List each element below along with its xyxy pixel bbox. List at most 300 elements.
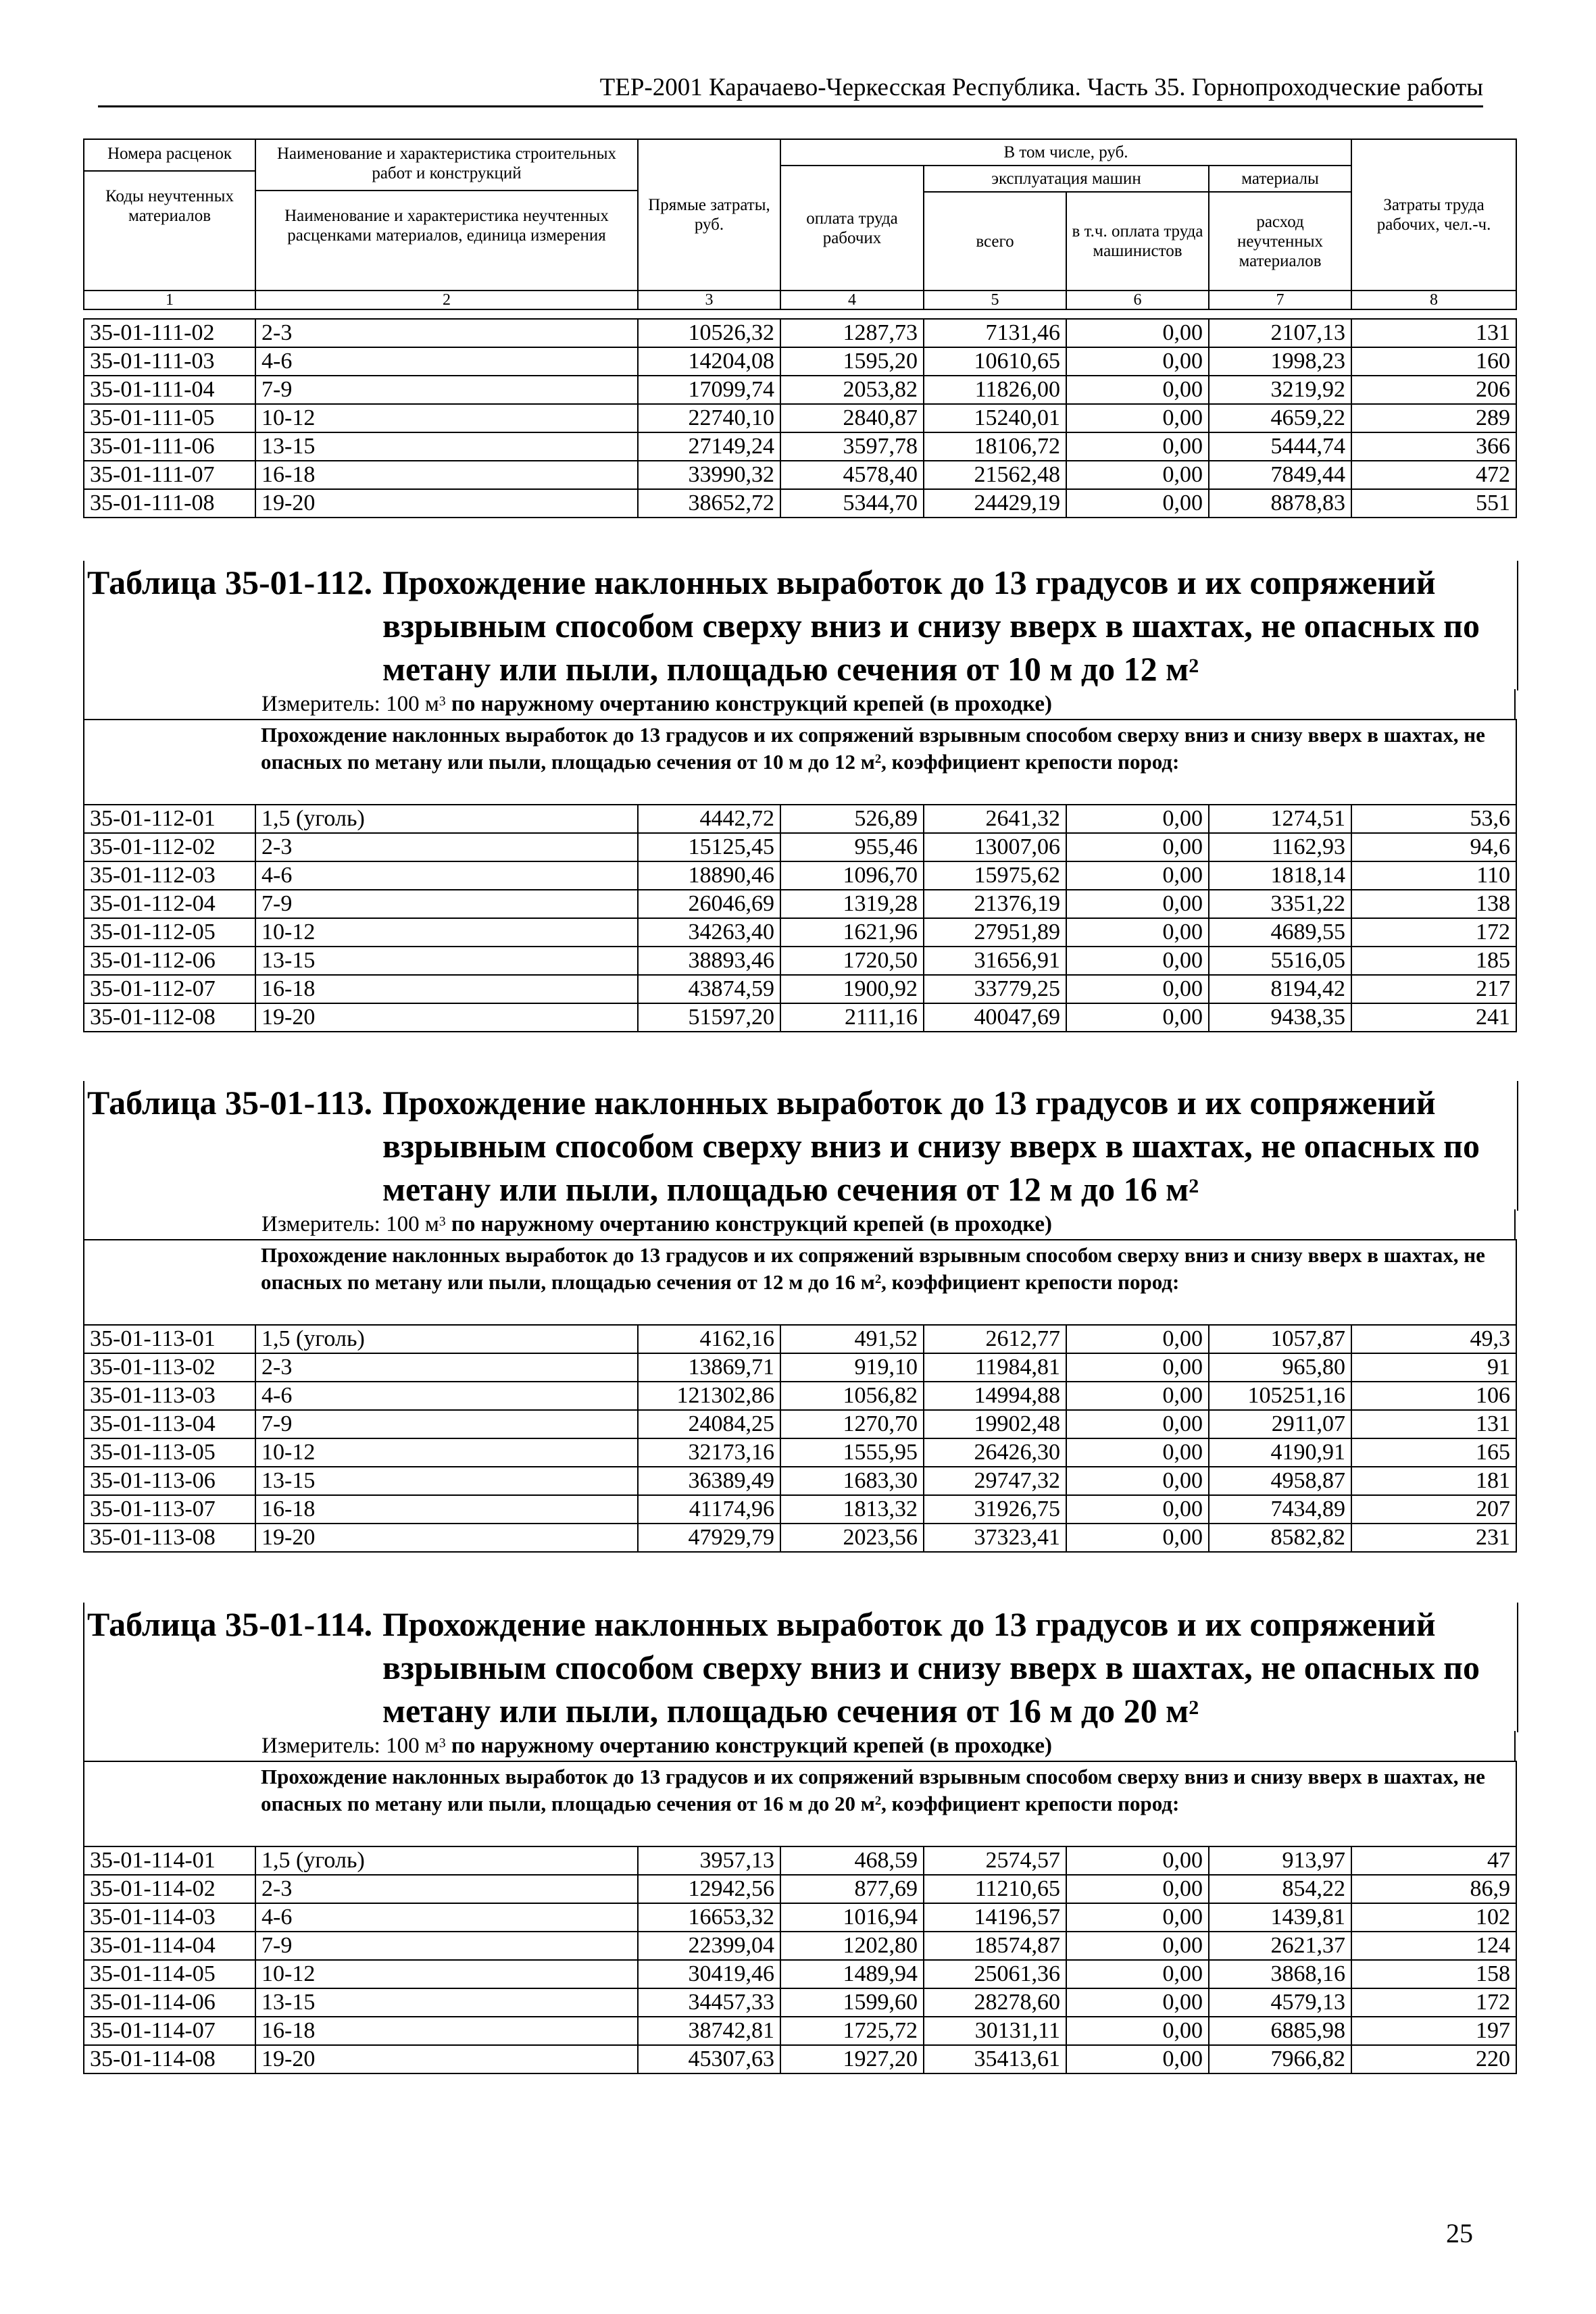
- title-superscript: 2: [1189, 1696, 1199, 1719]
- work-name-cell: 7-9: [255, 890, 638, 918]
- machinist-pay-cell: 0,00: [1066, 1438, 1209, 1467]
- col-num: 3: [638, 291, 780, 309]
- machinist-pay-cell: 0,00: [1066, 805, 1209, 833]
- direct-costs-cell: 43874,59: [638, 975, 780, 1003]
- materials-cell: 2911,07: [1209, 1410, 1351, 1438]
- direct-costs-cell: 14204,08: [638, 347, 780, 376]
- table-row: [84, 1382, 1516, 1410]
- labor-pay-cell: 877,69: [780, 1875, 924, 1903]
- table-row: [84, 404, 1516, 432]
- table-row: [84, 1988, 1516, 2017]
- labor-hours-cell: 289: [1351, 404, 1516, 432]
- col-head-vsego: всего: [924, 192, 1066, 291]
- materials-cell: 4958,87: [1209, 1467, 1351, 1495]
- machinist-pay-cell: 0,00: [1066, 319, 1209, 347]
- title-line: метану или пыли, площадью сечения от 10 м до 12 м: [382, 650, 1189, 688]
- col-num: 2: [255, 291, 638, 309]
- materials-cell: 1998,23: [1209, 347, 1351, 376]
- title-line: Прохождение наклонных выработок до 13 градусов и их сопряжений: [382, 1605, 1436, 1643]
- materials-cell: 7966,82: [1209, 2045, 1351, 2073]
- desc-superscript: 2: [874, 752, 882, 766]
- work-name-cell: 13-15: [255, 432, 638, 461]
- labor-pay-cell: 1555,95: [780, 1438, 924, 1467]
- col-head-ekspl: эксплуатация машин: [924, 166, 1209, 192]
- measurer-112: [83, 689, 1516, 719]
- machine-total-cell: 11826,00: [924, 376, 1066, 404]
- table-row: [84, 1524, 1516, 1552]
- machinist-pay-cell: 0,00: [1066, 1410, 1209, 1438]
- direct-costs-cell: 41174,96: [638, 1495, 780, 1524]
- materials-cell: 7849,44: [1209, 461, 1351, 489]
- machine-total-cell: 24429,19: [924, 489, 1066, 518]
- table-35-01-112: [83, 719, 1517, 1032]
- materials-cell: 8582,82: [1209, 1524, 1351, 1552]
- materials-cell: 3219,92: [1209, 376, 1351, 404]
- labor-pay-cell: 955,46: [780, 833, 924, 861]
- col-head-nomera: [84, 139, 255, 291]
- direct-costs-cell: 34457,33: [638, 1988, 780, 2017]
- measurer-text: Измеритель: 100 м: [261, 1734, 439, 1758]
- section-description: [255, 720, 1516, 805]
- rate-code-cell: 35-01-113-08: [84, 1524, 255, 1552]
- rate-code-cell: 35-01-111-02: [84, 319, 255, 347]
- direct-costs-cell: 27149,24: [638, 432, 780, 461]
- section-description: [255, 1240, 1516, 1325]
- direct-costs-cell: 15125,45: [638, 833, 780, 861]
- direct-costs-cell: 38742,81: [638, 2017, 780, 2045]
- labor-pay-cell: 1319,28: [780, 890, 924, 918]
- machinist-pay-cell: 0,00: [1066, 1960, 1209, 1988]
- work-name-cell: 1,5 (уголь): [255, 1325, 638, 1353]
- measurer-text: Измеритель: 100 м: [261, 692, 439, 716]
- rate-code-cell: 35-01-114-08: [84, 2045, 255, 2073]
- rate-code-cell: 35-01-114-02: [84, 1875, 255, 1903]
- labor-pay-cell: 5344,70: [780, 489, 924, 518]
- labor-pay-cell: 1725,72: [780, 2017, 924, 2045]
- rate-code-cell: 35-01-113-02: [84, 1353, 255, 1382]
- table-row: [84, 347, 1516, 376]
- machinist-pay-cell: 0,00: [1066, 1325, 1209, 1353]
- table-row: [84, 861, 1516, 890]
- rate-code-cell: 35-01-114-06: [84, 1988, 255, 2017]
- work-name-cell: 16-18: [255, 461, 638, 489]
- work-name-cell: 7-9: [255, 1410, 638, 1438]
- title-line: Прохождение наклонных выработок до 13 градусов и их сопряжений: [382, 1084, 1436, 1122]
- table-row: [84, 489, 1516, 518]
- work-name-cell: 1,5 (уголь): [255, 1846, 638, 1875]
- measurer-text: Измеритель: 100 м: [261, 1212, 439, 1236]
- labor-pay-cell: 1016,94: [780, 1903, 924, 1932]
- direct-costs-cell: 30419,46: [638, 1960, 780, 1988]
- direct-costs-cell: 34263,40: [638, 918, 780, 947]
- labor-pay-cell: 1595,20: [780, 347, 924, 376]
- labor-hours-cell: 220: [1351, 2045, 1516, 2073]
- work-name-cell: 19-20: [255, 2045, 638, 2073]
- col-head-nomera-text: Номера расценок: [107, 145, 232, 163]
- machine-total-cell: 18106,72: [924, 432, 1066, 461]
- machine-total-cell: 2641,32: [924, 805, 1066, 833]
- table-row: [84, 1003, 1516, 1032]
- measurer-desc: по наружному очертанию конструкций крепей (в проходке): [445, 1212, 1053, 1236]
- title-prefix: Таблица 35-01-113.: [87, 1084, 373, 1122]
- labor-pay-cell: 2053,82: [780, 376, 924, 404]
- section-title-114: [83, 1603, 1518, 1732]
- col-num: 6: [1066, 291, 1209, 309]
- title-prefix: Таблица 35-01-114.: [87, 1605, 373, 1643]
- rate-code-cell: 35-01-114-03: [84, 1903, 255, 1932]
- materials-cell: 1439,81: [1209, 1903, 1351, 1932]
- work-name-cell: 13-15: [255, 947, 638, 975]
- direct-costs-cell: 24084,25: [638, 1410, 780, 1438]
- machinist-pay-cell: 0,00: [1066, 404, 1209, 432]
- measurer-desc: по наружному очертанию конструкций крепей (в проходке): [445, 1734, 1053, 1758]
- labor-pay-cell: 2840,87: [780, 404, 924, 432]
- machine-total-cell: 28278,60: [924, 1988, 1066, 2017]
- desc-superscript: 2: [874, 1272, 882, 1286]
- title-line: взрывным способом сверху вниз и снизу вверх в шахтах, не опасных по: [382, 607, 1480, 645]
- table-row: [84, 1410, 1516, 1438]
- materials-cell: 4689,55: [1209, 918, 1351, 947]
- materials-cell: 1274,51: [1209, 805, 1351, 833]
- table-row: [84, 833, 1516, 861]
- table-row: [84, 1903, 1516, 1932]
- machine-total-cell: 14994,88: [924, 1382, 1066, 1410]
- machine-total-cell: 30131,11: [924, 2017, 1066, 2045]
- labor-hours-cell: 165: [1351, 1438, 1516, 1467]
- materials-cell: 854,22: [1209, 1875, 1351, 1903]
- machinist-pay-cell: 0,00: [1066, 1988, 1209, 2017]
- machinist-pay-cell: 0,00: [1066, 1903, 1209, 1932]
- col-head-rashod: расход неучтенных материалов: [1209, 192, 1351, 291]
- materials-cell: 105251,16: [1209, 1382, 1351, 1410]
- machine-total-cell: 2612,77: [924, 1325, 1066, 1353]
- materials-cell: 3868,16: [1209, 1960, 1351, 1988]
- machinist-pay-cell: 0,00: [1066, 1846, 1209, 1875]
- labor-pay-cell: 919,10: [780, 1353, 924, 1382]
- section-title-112: [83, 561, 1518, 690]
- work-name-cell: 10-12: [255, 404, 638, 432]
- labor-hours-cell: 197: [1351, 2017, 1516, 2045]
- labor-hours-cell: 472: [1351, 461, 1516, 489]
- desc-superscript: 2: [874, 1794, 882, 1808]
- col-num: 4: [780, 291, 924, 309]
- machinist-pay-cell: 0,00: [1066, 2017, 1209, 2045]
- measurer-superscript: 3: [439, 1736, 446, 1751]
- rate-code-cell: 35-01-111-06: [84, 432, 255, 461]
- rate-code-cell: 35-01-113-03: [84, 1382, 255, 1410]
- rate-code-cell: 35-01-114-05: [84, 1960, 255, 1988]
- labor-hours-cell: 138: [1351, 890, 1516, 918]
- machine-total-cell: 7131,46: [924, 319, 1066, 347]
- materials-cell: 3351,22: [1209, 890, 1351, 918]
- materials-cell: 8878,83: [1209, 489, 1351, 518]
- materials-cell: 1162,93: [1209, 833, 1351, 861]
- measurer-113: [83, 1209, 1516, 1239]
- machinist-pay-cell: 0,00: [1066, 461, 1209, 489]
- direct-costs-cell: 16653,32: [638, 1903, 780, 1932]
- labor-pay-cell: 491,52: [780, 1325, 924, 1353]
- labor-hours-cell: 172: [1351, 1988, 1516, 2017]
- work-name-cell: 2-3: [255, 1353, 638, 1382]
- work-name-cell: 16-18: [255, 2017, 638, 2045]
- work-name-cell: 13-15: [255, 1467, 638, 1495]
- title-line: метану или пыли, площадью сечения от 12 м до 16 м: [382, 1170, 1189, 1208]
- materials-cell: 2107,13: [1209, 319, 1351, 347]
- materials-cell: 9438,35: [1209, 1003, 1351, 1032]
- table-row: [84, 1960, 1516, 1988]
- labor-hours-cell: 231: [1351, 1524, 1516, 1552]
- rate-code-cell: 35-01-114-01: [84, 1846, 255, 1875]
- labor-hours-cell: 86,9: [1351, 1875, 1516, 1903]
- title-prefix: Таблица 35-01-112.: [87, 563, 373, 601]
- materials-cell: 5444,74: [1209, 432, 1351, 461]
- table-row: [84, 918, 1516, 947]
- title-line: взрывным способом сверху вниз и снизу вверх в шахтах, не опасных по: [382, 1649, 1480, 1686]
- direct-costs-cell: 4162,16: [638, 1325, 780, 1353]
- rate-code-cell: 35-01-112-03: [84, 861, 255, 890]
- labor-pay-cell: 1927,20: [780, 2045, 924, 2073]
- labor-pay-cell: 1287,73: [780, 319, 924, 347]
- labor-pay-cell: 2023,56: [780, 1524, 924, 1552]
- work-name-cell: 4-6: [255, 861, 638, 890]
- table-35-01-114: [83, 1761, 1517, 2074]
- labor-hours-cell: 106: [1351, 1382, 1516, 1410]
- title-line: метану или пыли, площадью сечения от 16 м до 20 м: [382, 1692, 1189, 1730]
- labor-pay-cell: 468,59: [780, 1846, 924, 1875]
- machine-total-cell: 29747,32: [924, 1467, 1066, 1495]
- labor-pay-cell: 1056,82: [780, 1382, 924, 1410]
- col-head-zatraty: Затраты труда рабочих, чел.-ч.: [1351, 139, 1516, 291]
- table-row: [84, 947, 1516, 975]
- desc-text-end: , коэффициент крепости пород:: [881, 1270, 1180, 1294]
- direct-costs-cell: 26046,69: [638, 890, 780, 918]
- machinist-pay-cell: 0,00: [1066, 432, 1209, 461]
- materials-cell: 8194,42: [1209, 975, 1351, 1003]
- table-row: [84, 432, 1516, 461]
- materials-cell: 7434,89: [1209, 1495, 1351, 1524]
- table-row: [84, 1846, 1516, 1875]
- materials-cell: 913,97: [1209, 1846, 1351, 1875]
- labor-hours-cell: 172: [1351, 918, 1516, 947]
- measurer-desc: по наружному очертанию конструкций крепей (в проходке): [445, 692, 1053, 716]
- machinist-pay-cell: 0,00: [1066, 1524, 1209, 1552]
- rate-code-cell: 35-01-112-06: [84, 947, 255, 975]
- machinist-pay-cell: 0,00: [1066, 489, 1209, 518]
- work-name-cell: 16-18: [255, 975, 638, 1003]
- materials-cell: 2621,37: [1209, 1932, 1351, 1960]
- title-superscript: 2: [1189, 1175, 1199, 1197]
- col-num: 5: [924, 291, 1066, 309]
- direct-costs-cell: 3957,13: [638, 1846, 780, 1875]
- labor-pay-cell: 1096,70: [780, 861, 924, 890]
- machine-total-cell: 31926,75: [924, 1495, 1066, 1524]
- machinist-pay-cell: 0,00: [1066, 347, 1209, 376]
- title-line: Прохождение наклонных выработок до 13 градусов и их сопряжений: [382, 563, 1436, 601]
- table-row: [84, 2045, 1516, 2073]
- labor-hours-cell: 131: [1351, 1410, 1516, 1438]
- direct-costs-cell: 18890,46: [638, 861, 780, 890]
- direct-costs-cell: 17099,74: [638, 376, 780, 404]
- direct-costs-cell: 13869,71: [638, 1353, 780, 1382]
- machinist-pay-cell: 0,00: [1066, 1382, 1209, 1410]
- direct-costs-cell: 121302,86: [638, 1382, 780, 1410]
- work-name-cell: 13-15: [255, 1988, 638, 2017]
- labor-hours-cell: 47: [1351, 1846, 1516, 1875]
- labor-pay-cell: 1621,96: [780, 918, 924, 947]
- rate-code-cell: 35-01-111-03: [84, 347, 255, 376]
- machinist-pay-cell: 0,00: [1066, 833, 1209, 861]
- labor-hours-cell: 110: [1351, 861, 1516, 890]
- labor-hours-cell: 53,6: [1351, 805, 1516, 833]
- rate-code-cell: 35-01-113-04: [84, 1410, 255, 1438]
- machinist-pay-cell: 0,00: [1066, 975, 1209, 1003]
- direct-costs-cell: 22399,04: [638, 1932, 780, 1960]
- col-head-vtom: В том числе, руб.: [780, 139, 1351, 166]
- table-row: [84, 805, 1516, 833]
- col-head-naim: [255, 139, 638, 291]
- section-description: [255, 1761, 1516, 1846]
- direct-costs-cell: 38893,46: [638, 947, 780, 975]
- work-name-cell: 16-18: [255, 1495, 638, 1524]
- labor-pay-cell: 1489,94: [780, 1960, 924, 1988]
- column-header-table: [83, 139, 1517, 310]
- machine-total-cell: 11984,81: [924, 1353, 1066, 1382]
- machine-total-cell: 40047,69: [924, 1003, 1066, 1032]
- direct-costs-cell: 4442,72: [638, 805, 780, 833]
- title-superscript: 2: [1189, 655, 1199, 677]
- materials-cell: 1818,14: [1209, 861, 1351, 890]
- table-row: [84, 1438, 1516, 1467]
- labor-hours-cell: 185: [1351, 947, 1516, 975]
- direct-costs-cell: 51597,20: [638, 1003, 780, 1032]
- rate-code-cell: 35-01-112-01: [84, 805, 255, 833]
- col-head-naim1-text: Наименование и характеристика строительных работ и конструкций: [276, 145, 616, 182]
- table-row: [84, 376, 1516, 404]
- work-name-cell: 2-3: [255, 833, 638, 861]
- direct-costs-cell: 45307,63: [638, 2045, 780, 2073]
- direct-costs-cell: 36389,49: [638, 1467, 780, 1495]
- labor-hours-cell: 158: [1351, 1960, 1516, 1988]
- direct-costs-cell: 33990,32: [638, 461, 780, 489]
- labor-pay-cell: 1720,50: [780, 947, 924, 975]
- direct-costs-cell: 12942,56: [638, 1875, 780, 1903]
- labor-pay-cell: 4578,40: [780, 461, 924, 489]
- table-row: [84, 1325, 1516, 1353]
- machinist-pay-cell: 0,00: [1066, 1467, 1209, 1495]
- machinist-pay-cell: 0,00: [1066, 918, 1209, 947]
- labor-hours-cell: 207: [1351, 1495, 1516, 1524]
- rate-code-cell: 35-01-112-02: [84, 833, 255, 861]
- labor-hours-cell: 217: [1351, 975, 1516, 1003]
- measurer-superscript: 3: [439, 1214, 446, 1229]
- table-row: [84, 890, 1516, 918]
- labor-hours-cell: 49,3: [1351, 1325, 1516, 1353]
- machine-total-cell: 35413,61: [924, 2045, 1066, 2073]
- desc-text: Прохождение наклонных выработок до 13 градусов и их сопряжений взрывным способом сверху вниз и снизу вверх в шахтах, не опасных по метану или пыли, площадью сечения от 12 м до 16 м: [261, 1243, 1485, 1294]
- labor-pay-cell: 1270,70: [780, 1410, 924, 1438]
- labor-hours-cell: 241: [1351, 1003, 1516, 1032]
- work-name-cell: 4-6: [255, 347, 638, 376]
- machinist-pay-cell: 0,00: [1066, 1353, 1209, 1382]
- direct-costs-cell: 38652,72: [638, 489, 780, 518]
- direct-costs-cell: 32173,16: [638, 1438, 780, 1467]
- page-number: 25: [1446, 2218, 1473, 2248]
- machine-total-cell: 2574,57: [924, 1846, 1066, 1875]
- machine-total-cell: 37323,41: [924, 1524, 1066, 1552]
- labor-pay-cell: 2111,16: [780, 1003, 924, 1032]
- work-name-cell: 1,5 (уголь): [255, 805, 638, 833]
- machine-total-cell: 27951,89: [924, 918, 1066, 947]
- machinist-pay-cell: 0,00: [1066, 1875, 1209, 1903]
- rate-code-cell: 35-01-111-08: [84, 489, 255, 518]
- materials-cell: 5516,05: [1209, 947, 1351, 975]
- materials-cell: 4579,13: [1209, 1988, 1351, 2017]
- table-35-01-111-rows: [83, 318, 1517, 518]
- running-header: ТЕР-2001 Карачаево-Черкесская Республика. Часть 35. Горнопроходческие работы: [98, 73, 1483, 107]
- col-head-pryamye: Прямые затраты, руб.: [638, 139, 780, 291]
- work-name-cell: 2-3: [255, 319, 638, 347]
- col-head-naim2-text: Наименование и характеристика неучтенных расценками материалов, единица измерения: [284, 207, 609, 245]
- col-head-oplata: оплата труда рабочих: [780, 166, 924, 291]
- rate-code-cell: 35-01-111-07: [84, 461, 255, 489]
- rate-code-cell: 35-01-112-05: [84, 918, 255, 947]
- col-num: 1: [84, 291, 255, 309]
- machine-total-cell: 21562,48: [924, 461, 1066, 489]
- machinist-pay-cell: 0,00: [1066, 376, 1209, 404]
- labor-pay-cell: 1900,92: [780, 975, 924, 1003]
- measurer-superscript: 3: [439, 694, 446, 709]
- desc-text-end: , коэффициент крепости пород:: [881, 1792, 1180, 1815]
- machinist-pay-cell: 0,00: [1066, 947, 1209, 975]
- col-head-vtch: в т.ч. оплата труда машинистов: [1066, 192, 1209, 291]
- labor-hours-cell: 181: [1351, 1467, 1516, 1495]
- direct-costs-cell: 10526,32: [638, 319, 780, 347]
- machine-total-cell: 13007,06: [924, 833, 1066, 861]
- labor-pay-cell: 526,89: [780, 805, 924, 833]
- materials-cell: 1057,87: [1209, 1325, 1351, 1353]
- labor-hours-cell: 102: [1351, 1903, 1516, 1932]
- work-name-cell: 7-9: [255, 1932, 638, 1960]
- labor-hours-cell: 91: [1351, 1353, 1516, 1382]
- labor-pay-cell: 1202,80: [780, 1932, 924, 1960]
- work-name-cell: 19-20: [255, 489, 638, 518]
- machine-total-cell: 19902,48: [924, 1410, 1066, 1438]
- labor-hours-cell: 124: [1351, 1932, 1516, 1960]
- work-name-cell: 4-6: [255, 1382, 638, 1410]
- direct-costs-cell: 22740,10: [638, 404, 780, 432]
- rate-code-cell: 35-01-112-07: [84, 975, 255, 1003]
- machinist-pay-cell: 0,00: [1066, 1932, 1209, 1960]
- col-num: 7: [1209, 291, 1351, 309]
- col-head-materialy: материалы: [1209, 166, 1351, 192]
- desc-text-end: , коэффициент крепости пород:: [881, 750, 1180, 774]
- rate-code-cell: 35-01-114-04: [84, 1932, 255, 1960]
- labor-hours-cell: 551: [1351, 489, 1516, 518]
- machine-total-cell: 11210,65: [924, 1875, 1066, 1903]
- table-row: [84, 461, 1516, 489]
- desc-text: Прохождение наклонных выработок до 13 градусов и их сопряжений взрывным способом сверху вниз и снизу вверх в шахтах, не опасных по метану или пыли, площадью сечения от 10 м до 12 м: [261, 723, 1485, 774]
- table-35-01-113: [83, 1239, 1517, 1553]
- table-row: [84, 975, 1516, 1003]
- labor-pay-cell: 1599,60: [780, 1988, 924, 2017]
- machine-total-cell: 21376,19: [924, 890, 1066, 918]
- rate-code-cell: 35-01-112-08: [84, 1003, 255, 1032]
- table-row: [84, 319, 1516, 347]
- work-name-cell: 10-12: [255, 918, 638, 947]
- machine-total-cell: 10610,65: [924, 347, 1066, 376]
- rate-code-cell: 35-01-113-07: [84, 1495, 255, 1524]
- table-row: [84, 1875, 1516, 1903]
